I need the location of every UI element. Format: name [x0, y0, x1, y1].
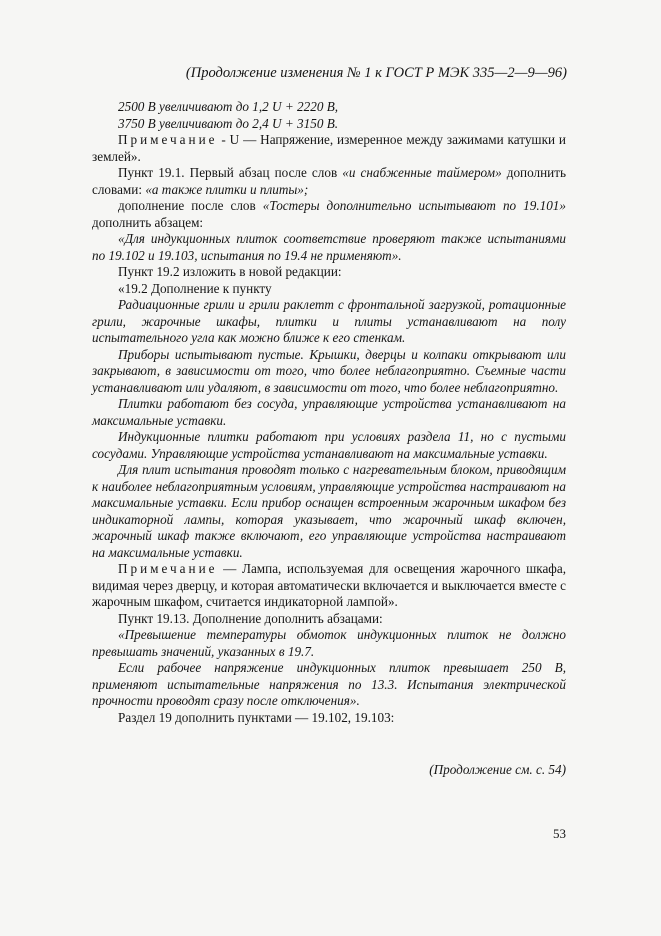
note-paragraph: [92, 561, 566, 611]
paragraph: [92, 198, 566, 231]
paragraph-italic: «Тостеры дополнительно испытывают по 19.101»: [262, 198, 566, 213]
note-label: Примечание: [118, 561, 218, 576]
paragraph: [92, 165, 566, 198]
paragraph: Пункт 19.2 изложить в новой редакции:: [118, 264, 342, 279]
paragraph: 3750 В увеличивают до 2,4 U + 3150 В.: [118, 115, 339, 131]
page-number: 53: [553, 826, 566, 841]
paragraph-text: дополнение после слов: [118, 198, 263, 213]
note-label: Примечание: [118, 132, 218, 147]
note-paragraph: [92, 132, 566, 165]
continuation-note: (Продолжение см. с. 54): [429, 762, 566, 777]
paragraph: Для плит испытания проводят только с нагревательным блоком, приводящим к наиболее неблагоприятным условиям, управляющие устройства настраивают на максимальные уставки. Если прибор оснащен встроенным жарочным шкафом без индикаторной лампы, которая указывает, что жарочный шкаф включен, жарочный шкаф также включают, его управляющие устройства настраивают на максимальные уставки.: [92, 462, 566, 560]
paragraph: «19.2 Дополнение к пункту: [118, 280, 272, 296]
paragraph: «Для индукционных плиток соответствие проверяют также испытаниями по 19.102 и 19.103, испытания по 19.4 не применяют».: [92, 231, 566, 263]
page-header: (Продолжение изменения № 1 к ГОСТ Р МЭК 335—2—9—96): [185, 65, 567, 81]
paragraph: Индукционные плитки работают при условиях раздела 11, но с пустыми сосудами. Управляющие устройства устанавливают на максимальные уставки.: [92, 429, 566, 461]
paragraph: Радиационные грили и грили раклетт с фронтальной загрузкой, ротационные грили, жарочные шкафы, плитки и плиты устанавливают на полу испытательного угла как можно ближе к его стенкам.: [92, 297, 566, 345]
paragraph: Пункт 19.13. Дополнение дополнить абзацами:: [118, 610, 383, 626]
paragraph-text: дополнить словами:: [92, 165, 566, 197]
paragraph-text: Пункт 19.1. Первый абзац после слов: [118, 165, 343, 180]
body-text: [92, 99, 566, 726]
paragraph: «Превышение температуры обмоток индукционных плиток не должно превышать значений, указанных в 19.7.: [92, 627, 566, 659]
paragraph-text: дополнить абзацем:: [92, 214, 204, 230]
paragraph: Раздел 19 дополнить пунктами — 19.102, 19.103:: [118, 709, 395, 725]
paragraph-italic: «и снабженные таймером»: [342, 165, 502, 180]
note-text: — Лампа, используемая для освещения жарочного шкафа, видимая через дверцу, и которая автоматически включается и выключается вместе с жарочным шкафом, считается индикаторной лампой».: [92, 561, 566, 609]
paragraph: Если рабочее напряжение индукционных плиток превышает 250 В, применяют испытательные напряжения по 13.3. Испытания электрической прочности проводят сразу после отключения».: [92, 660, 566, 708]
paragraph: Плитки работают без сосуда, управляющие устройства устанавливают на максимальные уставки.: [92, 396, 566, 428]
note-text: - U — Напряжение, измеренное между зажимами катушки и землей».: [92, 132, 566, 164]
paragraph: Приборы испытывают пустые. Крышки, дверцы и колпаки открывают или закрывают, в зависимости от того, что более неблагоприятно. Съемные части устанавливают или удаляют, в зависимости от того, что более неблагоприятно.: [92, 346, 566, 395]
paragraph-italic: «а также плитки и плиты»;: [145, 181, 309, 197]
paragraph: 2500 В увеличивают до 1,2 U + 2220 В,: [118, 99, 339, 114]
